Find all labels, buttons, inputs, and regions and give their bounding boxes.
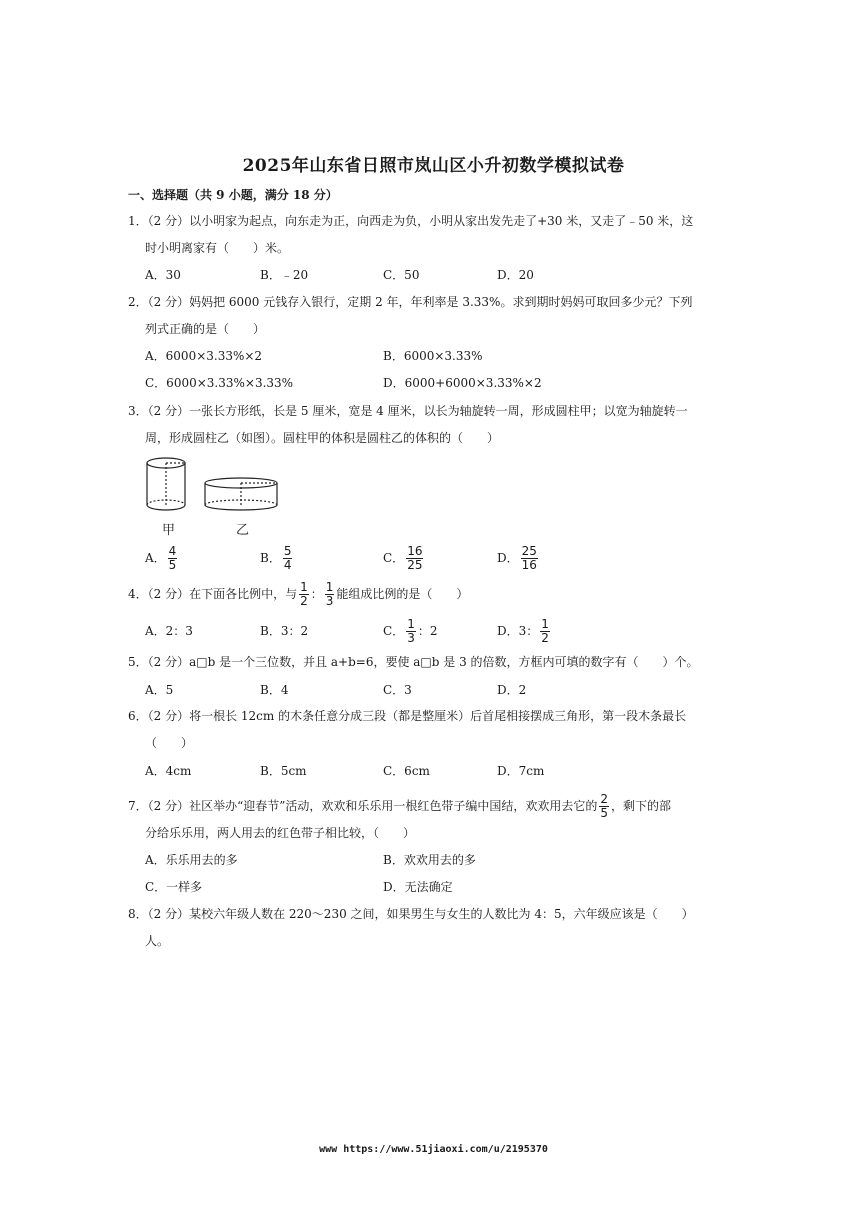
q1-option-d: D．20 <box>497 268 534 282</box>
q3-option-a-letter: A． <box>145 551 166 565</box>
q4-fraction-1: $\frac{1}{2}$ <box>300 580 308 608</box>
q3-option-b-fraction: $\frac{5}{4}$ <box>283 544 292 572</box>
q3-line1: 3．（2 分）一张长方形纸，长是 5 厘米，宽是 4 厘米，以长为轴旋转一周，形成圆柱甲；以宽为轴旋转一 <box>128 404 688 418</box>
q5-line1: 5．（2 分）a□b 是一个三位数，并且 a+b=6，要使 a□b 是 3 的倍数，方框内可填的数字有（ ）个。 <box>128 655 699 669</box>
cylinder-jia <box>147 458 185 510</box>
q4-option-c-fraction: $\frac{1}{3}$ <box>407 617 415 645</box>
q5-option-d: D．2 <box>497 683 527 697</box>
q1-line1: 1．（2 分）以小明家为起点，向东走为正，向西走为负，小明从家出发先走了+30 米，又走了﹣50 米，这 <box>128 214 694 228</box>
q3-option-c <box>383 545 425 572</box>
exam-title: 2025年山东省日照市岚山区小升初数学模拟试卷 <box>242 156 625 176</box>
q3-option-b <box>260 545 294 572</box>
q4-option-d-fraction: $\frac{1}{2}$ <box>541 617 549 645</box>
q3-option-b-letter: B． <box>260 551 281 565</box>
cylinder-figure <box>140 455 290 537</box>
q3-option-d <box>497 545 540 572</box>
q3-option-a-fraction: $\frac{4}{5}$ <box>168 544 177 572</box>
q4-fraction-2: $\frac{1}{3}$ <box>325 580 334 608</box>
q7-option-c: C．一样多 <box>145 880 203 894</box>
q4-option-a: A．2：3 <box>145 624 193 638</box>
q8-line1: 8．（2 分）某校六年级人数在 220～230 之间，如果男生与女生的人数比为 4：5，六年级应该是（ ） <box>128 907 694 921</box>
q4-option-b: B．3：2 <box>260 624 309 638</box>
q5-option-a: A．5 <box>145 683 174 697</box>
q2-line2: 列式正确的是（ ） <box>145 322 266 336</box>
q3-option-c-fraction: $\frac{16}{25}$ <box>407 544 423 572</box>
label-jia: 甲 <box>162 523 176 538</box>
q2-line1: 2．（2 分）妈妈把 6000 元钱存入银行，定期 2 年，年利率是 3.33%。求到期时妈妈可取回多少元？下列 <box>128 295 693 309</box>
q2-option-a: A．6000×3.33%×2 <box>145 349 263 363</box>
q4-option-c: C． $\frac{1}{3}$ ：2 <box>383 617 438 645</box>
q1-option-a: A．30 <box>145 268 181 282</box>
q2-option-d: D．6000+6000×3.33%×2 <box>383 376 542 390</box>
q7-line1: 7．（2 分）社区举办“迎春节”活动，欢欢和乐乐用一根红色带子编中国结，欢欢用去它的 $\frac{2}{5}$ ，剩下的部 <box>128 792 672 820</box>
q5-option-b: B．4 <box>260 683 289 697</box>
cylinder-yi <box>205 478 277 510</box>
q6-option-c: C．6cm <box>383 764 430 778</box>
q4-line1: 4．（2 分）在下面各比例中，与 $\frac{1}{2}$ ： $\frac{1}{3}$ 能组成比例的是（ ） <box>128 580 469 608</box>
q1-option-c: C．50 <box>383 268 420 282</box>
footer-url[interactable]: www https://www.51jiaoxi.com/u/2195370 <box>319 1144 548 1155</box>
q3-option-d-fraction: $\frac{25}{16}$ <box>521 544 537 572</box>
q3-option-c-letter: C． <box>383 551 405 565</box>
q3-option-a <box>145 545 179 572</box>
q1-option-b: B．﹣20 <box>260 268 309 282</box>
q3-option-d-letter: D． <box>497 551 519 565</box>
q2-option-b: B．6000×3.33% <box>383 349 483 363</box>
q7-line2: 分给乐乐用，两人用去的红色带子相比较，（ ） <box>145 826 416 840</box>
q7-fraction: $\frac{2}{5}$ <box>600 792 608 820</box>
q7-option-a: A．乐乐用去的多 <box>145 853 238 867</box>
section-heading: 一、选择题（共 9 小题，满分 18 分） <box>128 188 338 202</box>
q3-line2: 周，形成圆柱乙（如图）。圆柱甲的体积是圆柱乙的体积的（ ） <box>145 431 500 445</box>
q6-line2: （ ） <box>145 736 194 750</box>
label-yi: 乙 <box>236 523 250 538</box>
q8-line2: 人。 <box>145 934 170 948</box>
q7-option-d: D．无法确定 <box>383 880 453 894</box>
q2-option-c: C．6000×3.33%×3.33% <box>145 376 294 390</box>
q6-line1: 6．（2 分）将一根长 12cm 的木条任意分成三段（都是整厘米）后首尾相接摆成三角形，第一段木条最长 <box>128 709 687 723</box>
q4-option-d: D．3： $\frac{1}{2}$ <box>497 617 549 645</box>
q5-option-c: C．3 <box>383 683 412 697</box>
q7-option-b: B．欢欢用去的多 <box>383 853 476 867</box>
q6-option-a: A．4cm <box>145 764 192 778</box>
q1-line2: 时小明离家有（ ）米。 <box>145 241 290 255</box>
q6-option-d: D．7cm <box>497 764 545 778</box>
q6-option-b: B．5cm <box>260 764 307 778</box>
